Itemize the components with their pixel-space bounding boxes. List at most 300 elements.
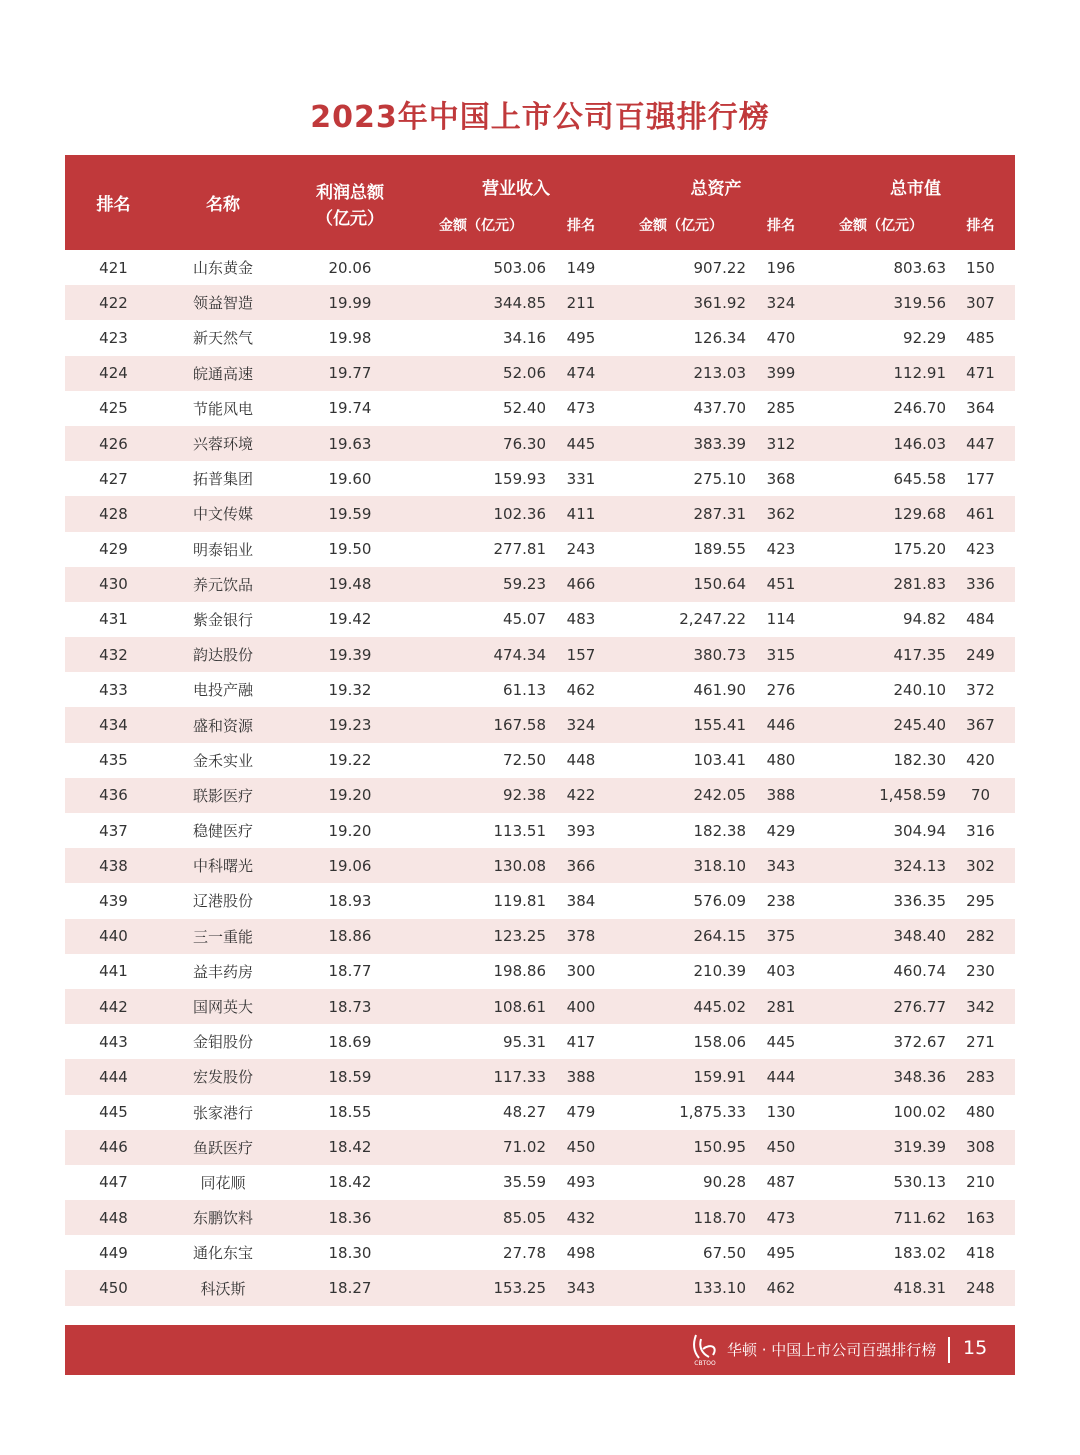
cell-market-cap-rank: 418 (966, 1243, 995, 1262)
cell-assets-rank: 470 (766, 328, 796, 347)
cell-market-cap-amount: 324.13 (816, 848, 946, 883)
cell-rank: 424 (65, 356, 162, 391)
cell-assets-rank: 130 (766, 1103, 796, 1122)
cell-assets-amount: 287.31 (616, 496, 746, 531)
cell-rank: 426 (65, 426, 162, 461)
cell-assets-amount: 318.10 (616, 848, 746, 883)
cell-profit: 19.39 (284, 637, 416, 672)
cell-revenue-rank: 300 (566, 962, 596, 981)
cell-assets-amount: 159.91 (616, 1059, 746, 1094)
logo-text: CBTOO (694, 1360, 716, 1367)
cell-assets-amount: 67.50 (703, 1243, 746, 1262)
cell-assets-amount: 445.02 (616, 989, 746, 1024)
cell-assets-amount: 1,875.33 (679, 1103, 746, 1122)
cell-name: 联影医疗 (162, 778, 284, 813)
cell-market-cap-amount: 348.36 (816, 1059, 946, 1094)
cell-revenue-rank: 211 (546, 285, 616, 320)
cell-market-cap-amount: 146.03 (816, 426, 946, 461)
cell-name: 中文传媒 (162, 496, 284, 531)
cell-revenue-rank: 378 (546, 919, 616, 954)
cell-name: 盛和资源 (162, 707, 284, 742)
cell-profit: 19.60 (328, 469, 372, 488)
table-row (65, 1024, 1015, 1059)
cell-assets-amount: 437.70 (693, 399, 746, 418)
cell-market-cap-amount: 281.83 (816, 567, 946, 602)
cell-assets-rank: 312 (746, 426, 816, 461)
cell-revenue-amount: 27.78 (503, 1243, 546, 1262)
cell-rank: 431 (99, 610, 128, 629)
header-profit (284, 155, 416, 250)
cell-assets-rank: 343 (746, 848, 816, 883)
cell-assets-amount: 264.15 (616, 919, 746, 954)
cell-assets-amount: 2,247.22 (679, 610, 746, 629)
cell-assets-rank: 403 (766, 962, 796, 981)
cell-revenue-amount: 102.36 (416, 496, 546, 531)
cell-revenue-rank: 331 (566, 469, 596, 488)
cell-revenue-amount: 45.07 (503, 610, 546, 629)
cbtoo-logo-icon (687, 1331, 723, 1367)
cell-rank: 423 (99, 328, 128, 347)
cell-market-cap-rank: 480 (966, 1103, 995, 1122)
cell-revenue-amount: 277.81 (493, 540, 546, 559)
cell-profit: 19.20 (284, 778, 416, 813)
cell-market-cap-rank: 423 (966, 540, 995, 559)
cell-name: 明泰铝业 (192, 540, 253, 559)
cell-rank: 440 (65, 919, 162, 954)
cell-rank: 447 (99, 1173, 128, 1192)
cell-revenue-amount: 34.16 (503, 328, 546, 347)
table-row (65, 883, 1015, 918)
cell-profit: 19.32 (328, 680, 372, 699)
cell-profit: 18.86 (284, 919, 416, 954)
cell-rank: 448 (65, 1200, 162, 1235)
cell-revenue-amount: 123.25 (416, 919, 546, 954)
cell-assets-amount: 461.90 (693, 680, 746, 699)
cell-profit: 19.23 (284, 707, 416, 742)
cell-market-cap-amount: 319.39 (816, 1130, 946, 1165)
cell-profit: 19.74 (328, 399, 372, 418)
cell-profit: 19.63 (284, 426, 416, 461)
cell-assets-rank: 399 (746, 356, 816, 391)
table-row (65, 1095, 1015, 1130)
cell-assets-rank: 495 (766, 1243, 796, 1262)
header-market-cap-rank: 排名 (946, 215, 1015, 250)
cell-assets-amount: 210.39 (693, 962, 746, 981)
table-row (65, 672, 1015, 707)
cell-rank: 439 (99, 891, 128, 910)
cell-name: 节能风电 (192, 399, 253, 418)
table-row (65, 356, 1015, 391)
cell-market-cap-rank: 485 (966, 328, 995, 347)
cell-assets-rank: 315 (746, 637, 816, 672)
cell-market-cap-amount: 92.29 (903, 328, 946, 347)
cell-rank: 449 (99, 1243, 128, 1262)
cell-name: 拓普集团 (192, 470, 253, 489)
cell-market-cap-rank: 248 (946, 1270, 1015, 1305)
cell-rank: 427 (99, 469, 128, 488)
table-row (65, 602, 1015, 637)
cell-revenue-amount: 113.51 (493, 821, 546, 840)
cell-name: 益丰药房 (192, 962, 253, 981)
cell-assets-rank: 281 (746, 989, 816, 1024)
cell-revenue-rank: 483 (566, 610, 596, 629)
cell-name: 金禾实业 (192, 751, 253, 770)
table-row (65, 1130, 1015, 1165)
cell-market-cap-rank: 307 (946, 285, 1015, 320)
table-row (65, 637, 1015, 672)
cell-name: 鱼跃医疗 (162, 1130, 284, 1165)
cell-profit: 18.93 (328, 891, 372, 910)
cell-market-cap-rank: 484 (966, 610, 995, 629)
cell-revenue-rank: 366 (546, 848, 616, 883)
table-row (65, 567, 1015, 602)
cell-rank: 436 (65, 778, 162, 813)
cell-profit: 18.73 (284, 989, 416, 1024)
cell-assets-rank: 487 (766, 1173, 796, 1192)
cell-assets-rank: 445 (766, 1032, 796, 1051)
cell-assets-rank: 238 (766, 891, 796, 910)
cell-market-cap-amount: 319.56 (816, 285, 946, 320)
cell-profit: 19.50 (328, 540, 372, 559)
cell-rank: 441 (99, 962, 128, 981)
cell-assets-rank: 368 (766, 469, 796, 488)
cell-name: 领益智造 (162, 285, 284, 320)
table-row (65, 1200, 1015, 1235)
cell-market-cap-amount: 645.58 (893, 469, 946, 488)
cell-revenue-rank: 448 (566, 751, 596, 770)
cell-market-cap-rank: 461 (946, 496, 1015, 531)
cell-market-cap-amount: 276.77 (816, 989, 946, 1024)
header-profit-unit: （亿元） (316, 208, 384, 229)
cell-revenue-amount: 344.85 (416, 285, 546, 320)
cell-assets-amount: 150.95 (616, 1130, 746, 1165)
cell-assets-rank: 276 (766, 680, 796, 699)
cell-rank: 437 (99, 821, 128, 840)
cell-market-cap-rank: 308 (946, 1130, 1015, 1165)
cell-revenue-rank: 157 (546, 637, 616, 672)
cell-revenue-amount: 474.34 (416, 637, 546, 672)
cell-rank: 428 (65, 496, 162, 531)
cell-market-cap-amount: 245.40 (816, 707, 946, 742)
table-row (65, 426, 1015, 461)
cell-assets-amount: 380.73 (616, 637, 746, 672)
page-number: 15 (963, 1337, 988, 1359)
header-name: 名称 (162, 155, 284, 250)
table-row (65, 250, 1015, 285)
header-revenue-amount: 金额（亿元） (416, 215, 546, 250)
header-market-cap: 总市值 (816, 155, 1015, 215)
cell-rank: 443 (99, 1032, 128, 1051)
cell-revenue-amount: 92.38 (416, 778, 546, 813)
header-profit-label: 利润总额 (316, 182, 384, 203)
cell-revenue-amount: 85.05 (416, 1200, 546, 1235)
header-revenue-rank: 排名 (546, 215, 616, 250)
table-row (65, 743, 1015, 778)
cell-market-cap-rank: 372 (966, 680, 995, 699)
cell-assets-amount: 126.34 (693, 328, 746, 347)
cell-assets-amount: 275.10 (693, 469, 746, 488)
cell-revenue-rank: 479 (566, 1103, 596, 1122)
cell-assets-rank: 451 (746, 567, 816, 602)
table-row (65, 496, 1015, 531)
cell-revenue-rank: 388 (546, 1059, 616, 1094)
cell-market-cap-rank: 249 (946, 637, 1015, 672)
cell-assets-amount: 361.92 (616, 285, 746, 320)
table-row (65, 1235, 1015, 1270)
cell-rank: 438 (65, 848, 162, 883)
cell-revenue-rank: 149 (566, 258, 596, 277)
cell-market-cap-amount: 94.82 (903, 610, 946, 629)
table-row (65, 707, 1015, 742)
cell-profit: 19.22 (328, 751, 372, 770)
cell-market-cap-amount: 182.30 (893, 751, 946, 770)
cell-revenue-rank: 324 (546, 707, 616, 742)
cell-revenue-amount: 108.61 (416, 989, 546, 1024)
cell-revenue-rank: 445 (546, 426, 616, 461)
cell-market-cap-rank: 70 (946, 778, 1015, 813)
cell-market-cap-rank: 177 (966, 469, 995, 488)
table-row (65, 954, 1015, 989)
table-row (65, 1165, 1015, 1200)
cell-profit: 18.59 (284, 1059, 416, 1094)
cell-revenue-amount: 198.86 (493, 962, 546, 981)
cell-rank: 442 (65, 989, 162, 1024)
cell-assets-rank: 324 (746, 285, 816, 320)
header-assets-rank: 排名 (746, 215, 816, 250)
cell-assets-rank: 196 (766, 258, 796, 277)
cell-name: 稳健医疗 (192, 822, 253, 841)
cell-revenue-rank: 393 (566, 821, 596, 840)
cell-assets-amount: 118.70 (616, 1200, 746, 1235)
cell-revenue-amount: 95.31 (503, 1032, 546, 1051)
cell-rank: 434 (65, 707, 162, 742)
cell-name: 养元饮品 (162, 567, 284, 602)
cell-revenue-rank: 411 (546, 496, 616, 531)
cell-rank: 425 (99, 399, 128, 418)
header-revenue: 营业收入 (416, 155, 616, 215)
cell-profit: 18.30 (328, 1243, 372, 1262)
cell-profit: 18.27 (284, 1270, 416, 1305)
cell-revenue-amount: 119.81 (493, 891, 546, 910)
cell-rank: 422 (65, 285, 162, 320)
cell-revenue-rank: 432 (546, 1200, 616, 1235)
cell-market-cap-amount: 304.94 (893, 821, 946, 840)
cell-market-cap-rank: 150 (966, 258, 995, 277)
cell-assets-amount: 907.22 (693, 258, 746, 277)
table-row (65, 285, 1015, 320)
cell-name: 辽港股份 (192, 892, 253, 911)
cell-profit: 18.36 (284, 1200, 416, 1235)
cell-name: 皖通高速 (162, 356, 284, 391)
cell-profit: 20.06 (328, 258, 372, 277)
cell-revenue-rank: 473 (566, 399, 596, 418)
table-row (65, 813, 1015, 848)
cell-assets-rank: 423 (766, 540, 796, 559)
cell-assets-rank: 362 (746, 496, 816, 531)
cell-revenue-amount: 153.25 (416, 1270, 546, 1305)
header-market-cap-amount: 金额（亿元） (816, 215, 946, 250)
ranking-table (65, 155, 1015, 1306)
cell-assets-amount: 150.64 (616, 567, 746, 602)
cell-revenue-rank: 493 (566, 1173, 596, 1192)
cell-profit: 18.42 (284, 1130, 416, 1165)
cell-market-cap-amount: 112.91 (816, 356, 946, 391)
cell-revenue-rank: 384 (566, 891, 596, 910)
table-row (65, 320, 1015, 355)
page-footer (65, 1325, 1015, 1375)
cell-assets-rank: 114 (766, 610, 796, 629)
cell-market-cap-rank: 336 (946, 567, 1015, 602)
cell-market-cap-rank: 316 (966, 821, 995, 840)
cell-assets-rank: 285 (766, 399, 796, 418)
cell-assets-amount: 182.38 (693, 821, 746, 840)
cell-assets-amount: 242.05 (616, 778, 746, 813)
cell-assets-rank: 375 (746, 919, 816, 954)
cell-rank: 446 (65, 1130, 162, 1165)
cell-assets-rank: 446 (746, 707, 816, 742)
cell-profit: 19.20 (328, 821, 372, 840)
cell-revenue-rank: 462 (566, 680, 596, 699)
table-row (65, 848, 1015, 883)
cell-revenue-amount: 503.06 (493, 258, 546, 277)
cell-revenue-rank: 498 (566, 1243, 596, 1262)
cell-market-cap-amount: 460.74 (893, 962, 946, 981)
cell-market-cap-amount: 246.70 (893, 399, 946, 418)
cell-rank: 444 (65, 1059, 162, 1094)
table-row (65, 989, 1015, 1024)
cell-name: 同花顺 (200, 1173, 246, 1192)
cell-revenue-amount: 117.33 (416, 1059, 546, 1094)
cell-name: 东鹏饮料 (162, 1200, 284, 1235)
cell-market-cap-rank: 210 (966, 1173, 995, 1192)
cell-market-cap-amount: 372.67 (893, 1032, 946, 1051)
cell-revenue-amount: 52.40 (503, 399, 546, 418)
cell-profit: 18.77 (328, 962, 372, 981)
cell-profit: 18.42 (328, 1173, 372, 1192)
cell-market-cap-amount: 711.62 (816, 1200, 946, 1235)
cell-revenue-amount: 159.93 (493, 469, 546, 488)
cell-assets-amount: 383.39 (616, 426, 746, 461)
cell-market-cap-amount: 1,458.59 (816, 778, 946, 813)
cell-rank: 430 (65, 567, 162, 602)
table-row (65, 919, 1015, 954)
cell-rank: 429 (99, 540, 128, 559)
cell-profit: 19.98 (328, 328, 372, 347)
cell-name: 宏发股份 (162, 1059, 284, 1094)
footer-divider (948, 1337, 950, 1363)
cell-assets-amount: 213.03 (616, 356, 746, 391)
page-title: 2023年中国上市公司百强排行榜 (310, 100, 770, 135)
header-rank: 排名 (65, 155, 162, 250)
cell-assets-rank: 480 (766, 751, 796, 770)
cell-profit: 18.55 (328, 1103, 372, 1122)
ranking-table-body (65, 250, 1015, 1306)
cell-profit: 19.99 (284, 285, 416, 320)
cell-market-cap-amount: 183.02 (893, 1243, 946, 1262)
footer-brand: 华顿 · 中国上市公司百强排行榜 (727, 1341, 937, 1359)
cell-market-cap-amount: 348.40 (816, 919, 946, 954)
cell-assets-amount: 576.09 (693, 891, 746, 910)
cell-assets-rank: 473 (746, 1200, 816, 1235)
cell-assets-amount: 103.41 (693, 751, 746, 770)
cell-revenue-amount: 48.27 (503, 1103, 546, 1122)
cell-market-cap-rank: 230 (966, 962, 995, 981)
cell-market-cap-rank: 302 (946, 848, 1015, 883)
cell-name: 金钼股份 (192, 1033, 253, 1052)
cell-rank: 445 (99, 1103, 128, 1122)
cell-revenue-amount: 35.59 (503, 1173, 546, 1192)
table-row (65, 391, 1015, 426)
table-row (65, 1059, 1015, 1094)
cell-profit: 18.69 (328, 1032, 372, 1051)
cell-revenue-amount: 72.50 (503, 751, 546, 770)
cell-revenue-amount: 130.08 (416, 848, 546, 883)
cell-assets-amount: 158.06 (693, 1032, 746, 1051)
cell-revenue-amount: 71.02 (416, 1130, 546, 1165)
cell-assets-rank: 429 (766, 821, 796, 840)
cell-assets-amount: 133.10 (616, 1270, 746, 1305)
cell-market-cap-amount: 175.20 (893, 540, 946, 559)
cell-name: 山东黄金 (192, 259, 253, 278)
cell-profit: 19.59 (284, 496, 416, 531)
cell-revenue-amount: 167.58 (416, 707, 546, 742)
cell-rank: 433 (99, 680, 128, 699)
cell-assets-rank: 444 (746, 1059, 816, 1094)
cell-market-cap-rank: 271 (966, 1032, 995, 1051)
table-row (65, 778, 1015, 813)
cell-market-cap-rank: 282 (946, 919, 1015, 954)
cell-market-cap-rank: 295 (966, 891, 995, 910)
cell-revenue-amount: 76.30 (416, 426, 546, 461)
cell-profit: 19.48 (284, 567, 416, 602)
cell-market-cap-rank: 283 (946, 1059, 1015, 1094)
cell-assets-rank: 462 (746, 1270, 816, 1305)
cell-market-cap-amount: 240.10 (893, 680, 946, 699)
cell-revenue-amount: 61.13 (503, 680, 546, 699)
cell-name: 科沃斯 (162, 1270, 284, 1305)
cell-market-cap-rank: 364 (966, 399, 995, 418)
cell-name: 通化东宝 (192, 1244, 253, 1263)
cell-rank: 435 (99, 751, 128, 770)
cell-rank: 421 (99, 258, 128, 277)
cell-market-cap-rank: 471 (946, 356, 1015, 391)
cell-name: 中科曙光 (162, 848, 284, 883)
cell-revenue-rank: 343 (546, 1270, 616, 1305)
table-row (65, 1270, 1015, 1305)
cell-market-cap-amount: 100.02 (893, 1103, 946, 1122)
cell-profit: 19.42 (328, 610, 372, 629)
cell-revenue-rank: 243 (566, 540, 596, 559)
cell-market-cap-rank: 420 (966, 751, 995, 770)
cell-name: 兴蓉环境 (162, 426, 284, 461)
cell-assets-rank: 388 (746, 778, 816, 813)
cell-revenue-rank: 400 (546, 989, 616, 1024)
table-row (65, 461, 1015, 496)
cell-assets-amount: 189.55 (693, 540, 746, 559)
cell-name: 三一重能 (162, 919, 284, 954)
cell-market-cap-amount: 530.13 (893, 1173, 946, 1192)
cell-name: 张家港行 (192, 1103, 253, 1122)
cell-name: 新天然气 (192, 329, 253, 348)
cell-name: 紫金银行 (192, 610, 253, 629)
cell-market-cap-amount: 803.63 (893, 258, 946, 277)
cell-revenue-rank: 466 (546, 567, 616, 602)
cell-revenue-amount: 52.06 (416, 356, 546, 391)
cell-market-cap-amount: 129.68 (816, 496, 946, 531)
cell-rank: 432 (65, 637, 162, 672)
cell-name: 电投产融 (192, 681, 253, 700)
cell-revenue-rank: 474 (546, 356, 616, 391)
